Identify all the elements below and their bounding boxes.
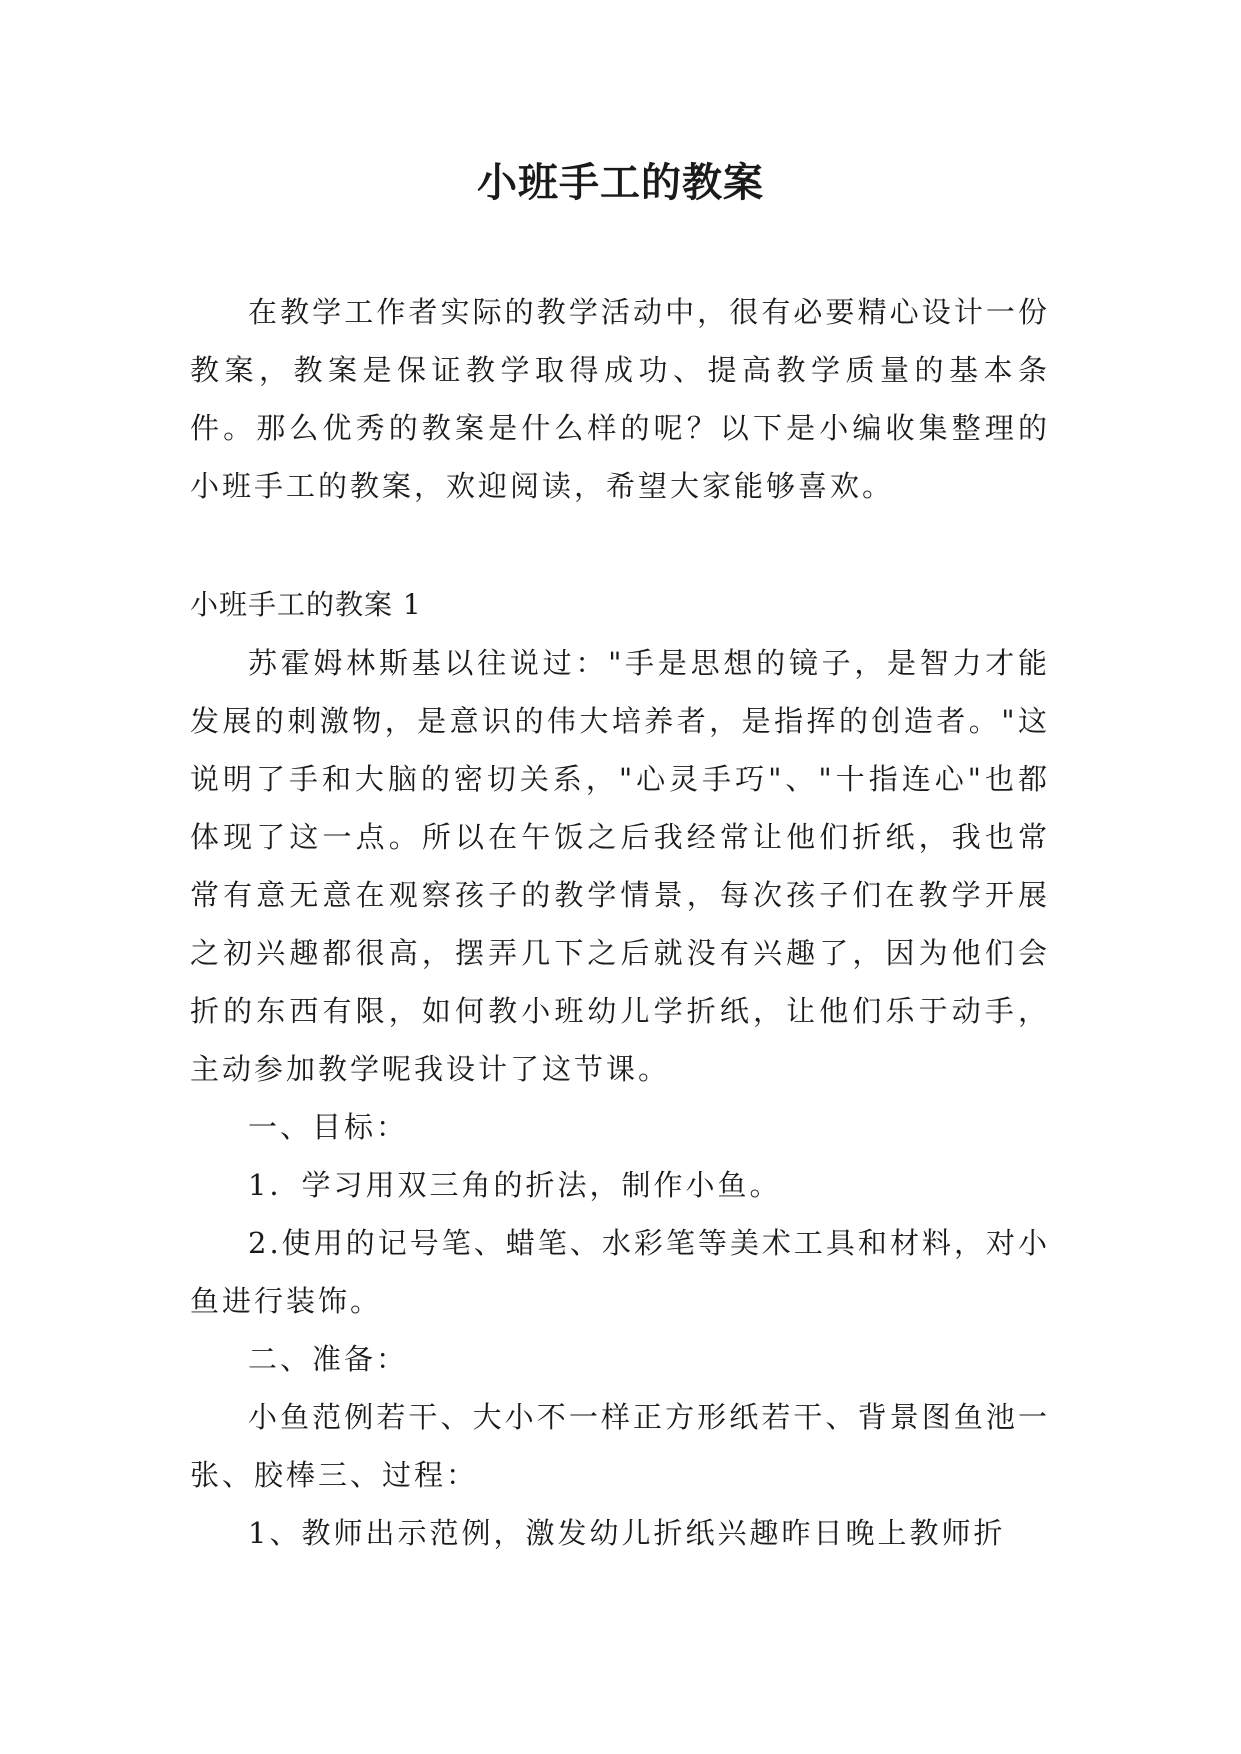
document-title: 小班手工的教案 xyxy=(477,160,764,206)
preparation-heading: 二、准备： xyxy=(248,1342,409,1376)
process-step-1: 1、教师出示范例，激发幼儿折纸兴趣昨日晚上教师折 xyxy=(248,1516,1006,1550)
intro-paragraph: 在教学工作者实际的教学活动中，很有必要精心设计一份教案，教案是保证教学取得成功、提高教学质量的基本条件。那么优秀的教案是什么样的呢？以下是小编收集整理的小班手工的教案，欢迎阅读，希望大家能够喜欢。 xyxy=(190,295,1050,503)
goal-item-1: 1．学习用双三角的折法，制作小鱼。 xyxy=(248,1168,782,1202)
goal-item-2: 2.使用的记号笔、蜡笔、水彩笔等美术工具和材料，对小鱼进行装饰。 xyxy=(190,1226,1050,1318)
body-paragraph: 苏霍姆林斯基以往说过："手是思想的镜子，是智力才能发展的刺激物，是意识的伟大培养者，是指挥的创造者。"这说明了手和大脑的密切关系，"心灵手巧"、"十指连心"也都体现了这一点。所以在午饭之后我经常让他们折纸，我也常常有意无意在观察孩子的教学情景，每次孩子们在教学开展之初兴趣都很高，摆弄几下之后就没有兴趣了，因为他们会折的东西有限，如何教小班幼儿学折纸，让他们乐于动手，主动参加教学呢我设计了这节课。 xyxy=(190,646,1050,1086)
section-heading: 小班手工的教案 1 xyxy=(190,588,422,621)
lesson-plan-section-1 xyxy=(190,576,1050,1562)
goals-heading: 一、目标： xyxy=(248,1110,409,1144)
intro-section xyxy=(190,283,1050,515)
preparation-paragraph: 小鱼范例若干、大小不一样正方形纸若干、背景图鱼池一张、胶棒三、过程： xyxy=(190,1400,1050,1492)
